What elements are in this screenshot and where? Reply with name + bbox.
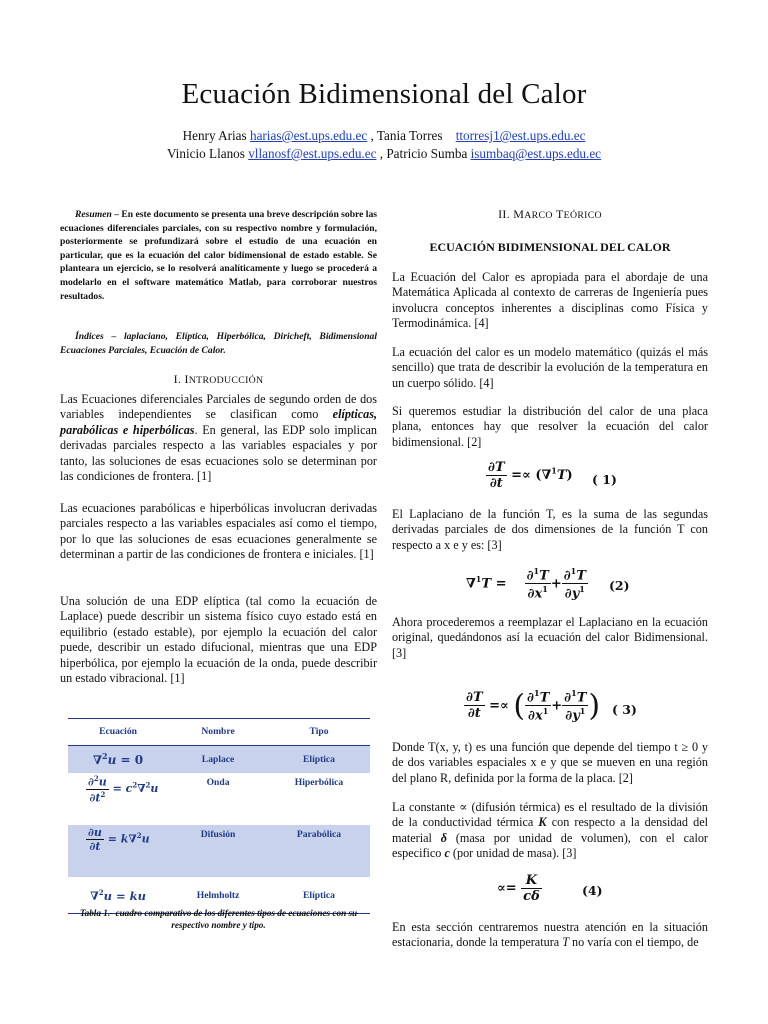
name-cell: Difusión [200,829,236,840]
abstract-label: Resumen [75,209,112,220]
type-cell: Elíptica [303,889,335,901]
author-email-link[interactable]: vllanosf@est.ups.edu.ec [248,146,377,161]
authors-line-1 [0,128,768,144]
abstract [60,208,377,303]
theory-paragraph-3: Si queremos estudiar la distribución del calor de una placa plana, entonces hay que resolver la ecuación del calor bidimensional. [2] [392,404,708,449]
text-run: Las Ecuaciones diferenciales Parciales de segundo orden de dos variables independientes se clasifican como [60,392,377,422]
equation-4: ∝= $\frac{K}{c\delta}$ [497,873,540,904]
type-cell: Parabólica [296,829,342,840]
keywords [60,330,377,357]
table-1 [68,718,370,914]
keywords-text: – laplaciano, Elíptica, Hiperbólica, Diricheft, Bidimensional Ecuaciones Parciales, Ecuación de Calor. [60,331,377,356]
equation-number: ( 1) [592,472,617,487]
subheading: ECUACIÓN BIDIMENSIONAL DEL CALOR [429,240,671,254]
variable: c [444,846,450,861]
text-run: con respecto a la densidad del material [392,815,708,845]
variable: T [562,935,569,950]
text-run: En esta sección centraremos nuestra atención en la situación estacionaria, donde la temperatura [392,920,708,950]
equations-table [68,719,370,913]
author-email-link[interactable]: isumbaq@est.ups.edu.ec [470,146,602,161]
author-email-link[interactable]: harias@est.ups.edu.ec [249,128,368,143]
equation-1: $\frac{\partial T}{\partial t}$ =∝ (∇$^1$T) [488,460,573,491]
authors-line-2 [0,146,768,162]
theory-paragraph-4: El Laplaciano de la función T, es la suma de las segundas derivadas parciales de dos dimensiones de la función T con respecto a x e y es: [3] [392,507,708,552]
author-name: , Patricio Sumba [376,146,468,161]
table-header-cell: Tipo [309,726,329,738]
intro-paragraph-1 [60,392,377,484]
emphasis-text: elípticas, parabólicas e hiperbólicas [60,407,377,437]
section-title-initial: M [513,207,525,221]
equation-cell: ∇$^2$u = ku [90,887,147,903]
table-header-cell: Ecuación [99,726,137,738]
text-run: . En general, las EDP solo implican derivadas parciales respecto a las variables espaciales y por tanto, las soluciones de esas ecuaciones solo se determinan por las condiciones de frontera. [1] [60,422,377,484]
section-number: I. [173,372,182,386]
type-cell: Hiperbólica [294,777,344,788]
abstract-text: – En este documento se presenta una breve descripción sobre las ecuaciones diferenciales parciales, con su respectivo nombre y formulación, posteriormente se profundizará sobre el estudio de una ecuación en particular, que es la ecuación del calor bidimensional de estado estable. Se planteara un ejercicio, se lo resolverá analíticamente y luego se procederá a modelarlo en el software matemático Matlab, para corroborar nuestros resultados. [60,209,377,302]
equation-2: ∇$^1$T = $\frac{\partial^1T}{\partial x^1}$ + $\frac{\partial^1T}{\partial y^1}$ [466,566,586,602]
table-row [68,773,370,825]
table-row [68,745,370,773]
section-title-rest: NTRODUCCIÓN [188,375,264,386]
author-name: Henry Arias [182,128,247,143]
section-title-rest: EÓRICO [563,210,602,221]
theory-paragraph-7 [392,800,708,862]
table-row [68,825,370,877]
equation-number: ( 3) [612,702,637,717]
section-number: II. [498,207,510,221]
text-run: La constante ∝ (difusión térmica) es el resultado de la división de la conductividad térmica [392,800,708,830]
page-title: Ecuación Bidimensional del Calor [181,78,587,110]
variable: δ [440,830,447,845]
name-cell: Laplace [201,753,235,765]
equation-cell: $\frac{\partial^2u}{\partial t^2}$ = $c^2\nabla^2u$ [88,774,159,805]
text-run: (masa por unidad de volumen), con el calor especifico [392,830,708,861]
equation-cell: $\frac{\partial u}{\partial t}$ = k∇$^2$u [88,826,150,853]
theory-paragraph-5: Ahora procederemos a reemplazar el Laplaciano en la ecuación original, quedándonos así la ecuación del calor Bidimensional. [3] [392,615,708,660]
name-cell: Onda [206,777,230,788]
section-title-rest: ARCO [524,210,553,221]
keywords-label: Índices [75,331,104,342]
section-title-initial: T [556,207,564,221]
equation-number: (4) [582,883,603,898]
text-run: (por unidad de masa). [3] [449,846,577,861]
table-header-row [68,719,370,745]
section-title-initial: I [184,372,189,386]
theory-paragraph-6: Donde T(x, y, t) es una función que depende del tiempo t ≥ 0 y de dos variables espaciales x e y que se mueven en una región del plano R, definida por la forma de la placa. [2] [392,740,708,785]
text-run: no varía con el tiempo, de [568,935,699,950]
equation-3: $\frac{\partial T}{\partial t}$ =∝ ( $\frac{\partial^1T}{\partial x^1}$ + $\frac{\partial^1T}{\partial y^1}$ ) [466,688,601,724]
table-header-cell: Nombre [201,726,235,738]
section-heading-introduccion [60,372,377,387]
intro-paragraph-2: Las ecuaciones parabólicas e hiperbólicas involucran derivadas parciales respecto a las variables espaciales así como el tiempo, por lo que las soluciones de esas ecuaciones generalmente se determinan a partir de las condiciones de frontera e iniciales. [1] [60,501,377,562]
variable: K [538,815,547,830]
author-email-link[interactable]: ttorresj1@est.ups.edu.ec [455,128,586,143]
author-name: , Tania Torres [367,128,443,143]
author-name: Vinicio Llanos [166,146,245,161]
type-cell: Elíptica [303,753,335,765]
equation-number: (2) [609,578,630,593]
section-heading-marco-teorico [392,207,708,222]
table-caption: Tabla 1.- cuadro comparativo de los diferentes tipos de ecuaciones con su respectivo nombre y tipo. [79,908,358,930]
theory-paragraph-2: La ecuación del calor es un modelo matemático (quizás el más sencillo) que trata de describir la evolución de la temperatura en un cuerpo sólido. [4] [392,345,708,390]
equation-cell: ∇$^2$u = 0 [93,751,144,768]
name-cell: Helmholtz [196,889,240,901]
theory-paragraph-8 [392,920,708,951]
intro-paragraph-3: Una solución de una EDP elíptica (tal como la ecuación de Laplace) puede describir un sistema físico cuyo estado está en equilibrio (estado estable), por ejemplo la ecuación del calor puede, describir un estado difucional, mientras que una EDP hiperbólica, por ejemplo la ecuación de la onda, puede describir un estado vibracional. [1] [60,594,377,686]
theory-paragraph-1: La Ecuación del Calor es apropiada para el abordaje de una Matemática Aplicada al contexto de carreras de Ingeniería pues involucra conceptos inherentes a disciplinas como Física y Termodinámica. [4] [392,270,708,331]
